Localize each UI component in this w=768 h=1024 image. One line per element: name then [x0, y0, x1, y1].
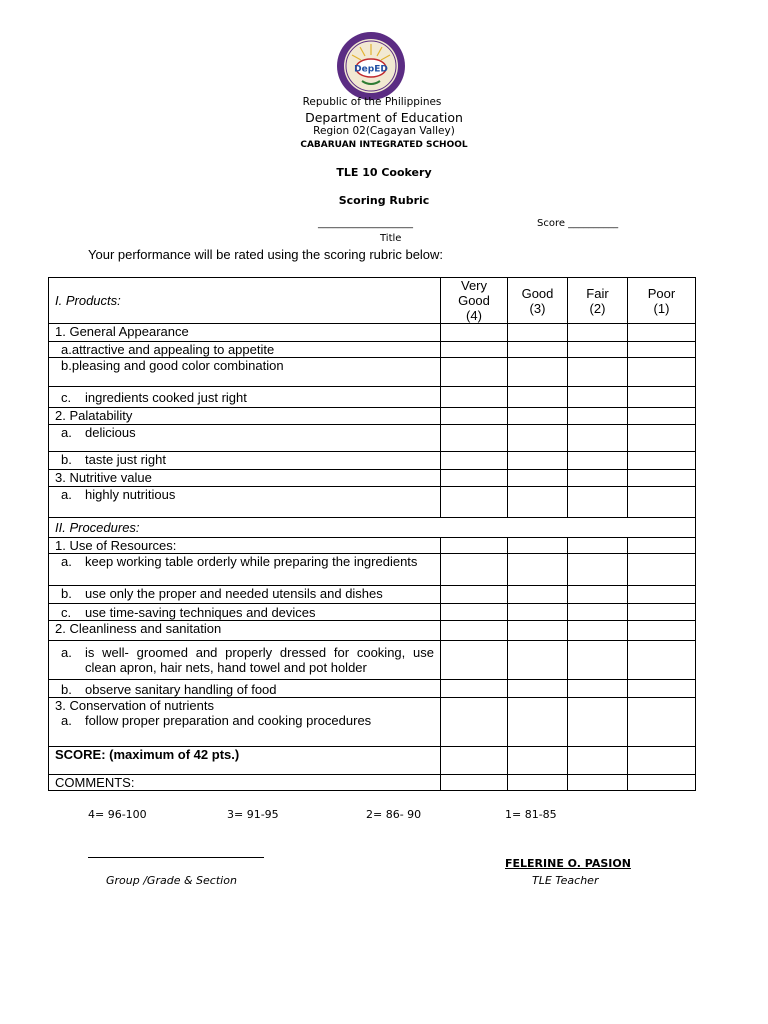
comment-cell[interactable]	[508, 775, 568, 791]
table-row	[49, 387, 696, 408]
col-fair: Fair (2)	[568, 278, 628, 324]
col-very-good: Very Good (4)	[441, 278, 508, 324]
score-cell[interactable]	[441, 342, 508, 358]
score-cell[interactable]	[441, 452, 508, 470]
title-blank: ___________________	[318, 218, 413, 229]
table-row	[49, 358, 696, 387]
score-cell[interactable]	[441, 698, 508, 747]
score-cell[interactable]	[568, 604, 628, 621]
score-cell[interactable]	[568, 324, 628, 342]
score-cell[interactable]	[628, 342, 696, 358]
table-row	[49, 425, 696, 452]
score-cell[interactable]	[508, 342, 568, 358]
indicator-working-table: a. keep working table orderly while preparing the ingredients	[49, 554, 441, 586]
table-row	[49, 408, 696, 425]
score-cell[interactable]	[568, 747, 628, 775]
score-cell[interactable]	[441, 747, 508, 775]
rubric-title: Scoring Rubric	[338, 194, 430, 207]
score-cell[interactable]	[568, 698, 628, 747]
score-cell[interactable]	[568, 641, 628, 680]
score-cell[interactable]	[628, 408, 696, 425]
republic-heading: Republic of the Philippines	[302, 96, 442, 108]
score-cell[interactable]	[628, 641, 696, 680]
score-cell[interactable]	[628, 604, 696, 621]
table-row	[49, 538, 696, 554]
indicator-sanitary-handling: b. observe sanitary handling of food	[49, 680, 441, 698]
score-cell[interactable]	[508, 586, 568, 604]
score-cell[interactable]	[508, 538, 568, 554]
table-row	[49, 518, 696, 538]
score-cell[interactable]	[441, 387, 508, 408]
score-cell[interactable]	[441, 604, 508, 621]
score-cell[interactable]	[508, 470, 568, 487]
score-cell[interactable]	[441, 358, 508, 387]
score-cell[interactable]	[568, 387, 628, 408]
score-cell[interactable]	[568, 358, 628, 387]
indicator-well-groomed: a. is well- groomed and properly dressed for cooking, use clean apron, hair nets, hand towel and pot holder	[49, 641, 441, 680]
score-cell[interactable]	[628, 487, 696, 518]
indicator-cooked-right: c. ingredients cooked just right	[49, 387, 441, 408]
teacher-name: FELERINE O. PASION	[505, 857, 631, 870]
region-heading: Region 02(Cagayan Valley)	[313, 125, 455, 137]
score-cell[interactable]	[441, 538, 508, 554]
title-label: Title	[380, 233, 402, 244]
group-grade-section-label: Group /Grade & Section	[106, 874, 237, 887]
score-cell[interactable]	[568, 538, 628, 554]
score-cell[interactable]	[508, 621, 568, 641]
score-cell[interactable]	[441, 554, 508, 586]
indicator-delicious: a. delicious	[49, 425, 441, 452]
score-cell[interactable]	[508, 698, 568, 747]
deped-seal-logo	[336, 31, 406, 101]
section-procedures: II. Procedures:	[49, 518, 696, 538]
col-poor: Poor (1)	[628, 278, 696, 324]
criterion-nutritive-value: 3. Nutritive value	[49, 470, 441, 487]
scoring-rubric-table	[48, 277, 696, 791]
indicator-utensils: b. use only the proper and needed utensils and dishes	[49, 586, 441, 604]
score-cell[interactable]	[441, 425, 508, 452]
score-cell[interactable]	[508, 452, 568, 470]
intro-text: Your performance will be rated using the scoring rubric below:	[88, 247, 444, 262]
table-row	[49, 775, 696, 791]
comment-cell[interactable]	[628, 775, 696, 791]
score-cell[interactable]	[628, 554, 696, 586]
table-row	[49, 487, 696, 518]
criterion-use-of-resources: 1. Use of Resources:	[49, 538, 441, 554]
table-row	[49, 470, 696, 487]
school-heading: CABARUAN INTEGRATED SCHOOL	[300, 140, 468, 150]
criterion-general-appearance: 1. General Appearance	[49, 324, 441, 342]
table-row	[49, 342, 696, 358]
scale-3: 3= 91-95	[227, 808, 279, 821]
scale-1: 1= 81-85	[505, 808, 557, 821]
comments-label: COMMENTS:	[49, 775, 441, 791]
section-products: I. Products:	[49, 278, 441, 324]
table-row	[49, 747, 696, 775]
group-signature-line	[88, 857, 264, 858]
score-cell[interactable]	[441, 586, 508, 604]
indicator-nutritious: a. highly nutritious	[49, 487, 441, 518]
score-total-label: SCORE: (maximum of 42 pts.)	[49, 747, 441, 775]
indicator-attractive: a.attractive and appealing to appetite	[49, 342, 441, 358]
criterion-conservation: 3. Conservation of nutrients a. follow proper preparation and cooking procedures	[49, 698, 441, 747]
department-heading: Department of Education	[305, 110, 463, 125]
subject-heading: TLE 10 Cookery	[336, 166, 432, 179]
table-row	[49, 621, 696, 641]
indicator-color-combination: b.pleasing and good color combination	[49, 358, 441, 387]
score-cell[interactable]	[628, 538, 696, 554]
table-row	[49, 586, 696, 604]
score-cell[interactable]	[568, 586, 628, 604]
score-cell[interactable]	[628, 387, 696, 408]
score-cell[interactable]	[628, 747, 696, 775]
score-cell[interactable]	[508, 554, 568, 586]
score-cell[interactable]	[628, 452, 696, 470]
score-cell[interactable]	[508, 747, 568, 775]
score-cell[interactable]	[568, 621, 628, 641]
criterion-palatability: 2. Palatability	[49, 408, 441, 425]
table-row	[49, 680, 696, 698]
score-cell[interactable]	[568, 680, 628, 698]
score-cell[interactable]	[568, 452, 628, 470]
score-cell[interactable]	[628, 586, 696, 604]
score-cell[interactable]	[568, 470, 628, 487]
score-cell[interactable]	[441, 408, 508, 425]
score-cell[interactable]	[508, 425, 568, 452]
indicator-time-saving: c. use time-saving techniques and devices	[49, 604, 441, 621]
table-row	[49, 324, 696, 342]
score-cell[interactable]	[568, 408, 628, 425]
svg-text:DepED: DepED	[354, 64, 388, 75]
col-good: Good (3)	[508, 278, 568, 324]
score-cell[interactable]	[441, 641, 508, 680]
score-cell[interactable]	[508, 487, 568, 518]
table-row	[49, 641, 696, 680]
score-cell[interactable]	[508, 641, 568, 680]
indicator-taste: b. taste just right	[49, 452, 441, 470]
score-cell[interactable]	[508, 387, 568, 408]
score-cell[interactable]	[628, 621, 696, 641]
table-row	[49, 604, 696, 621]
score-cell[interactable]	[508, 680, 568, 698]
score-cell[interactable]	[441, 324, 508, 342]
score-cell[interactable]	[628, 470, 696, 487]
score-field: Score __________	[537, 218, 619, 229]
score-cell[interactable]	[508, 358, 568, 387]
score-cell[interactable]	[568, 425, 628, 452]
score-cell[interactable]	[628, 358, 696, 387]
teacher-title: TLE Teacher	[532, 874, 599, 887]
score-cell[interactable]	[441, 621, 508, 641]
score-cell[interactable]	[508, 324, 568, 342]
comment-cell[interactable]	[441, 775, 508, 791]
scale-2: 2= 86- 90	[366, 808, 422, 821]
table-row	[49, 554, 696, 586]
score-cell[interactable]	[568, 342, 628, 358]
score-cell[interactable]	[568, 554, 628, 586]
score-cell[interactable]	[628, 425, 696, 452]
table-row	[49, 698, 696, 747]
score-cell[interactable]	[441, 470, 508, 487]
score-cell[interactable]	[508, 604, 568, 621]
score-cell[interactable]	[441, 487, 508, 518]
table-header-row	[49, 278, 696, 324]
score-cell[interactable]	[441, 680, 508, 698]
comment-cell[interactable]	[568, 775, 628, 791]
score-cell[interactable]	[628, 324, 696, 342]
scale-4: 4= 96-100	[88, 808, 147, 821]
score-cell[interactable]	[628, 698, 696, 747]
score-cell[interactable]	[628, 680, 696, 698]
score-cell[interactable]	[568, 487, 628, 518]
criterion-cleanliness: 2. Cleanliness and sanitation	[49, 621, 441, 641]
score-cell[interactable]	[508, 408, 568, 425]
table-row	[49, 452, 696, 470]
